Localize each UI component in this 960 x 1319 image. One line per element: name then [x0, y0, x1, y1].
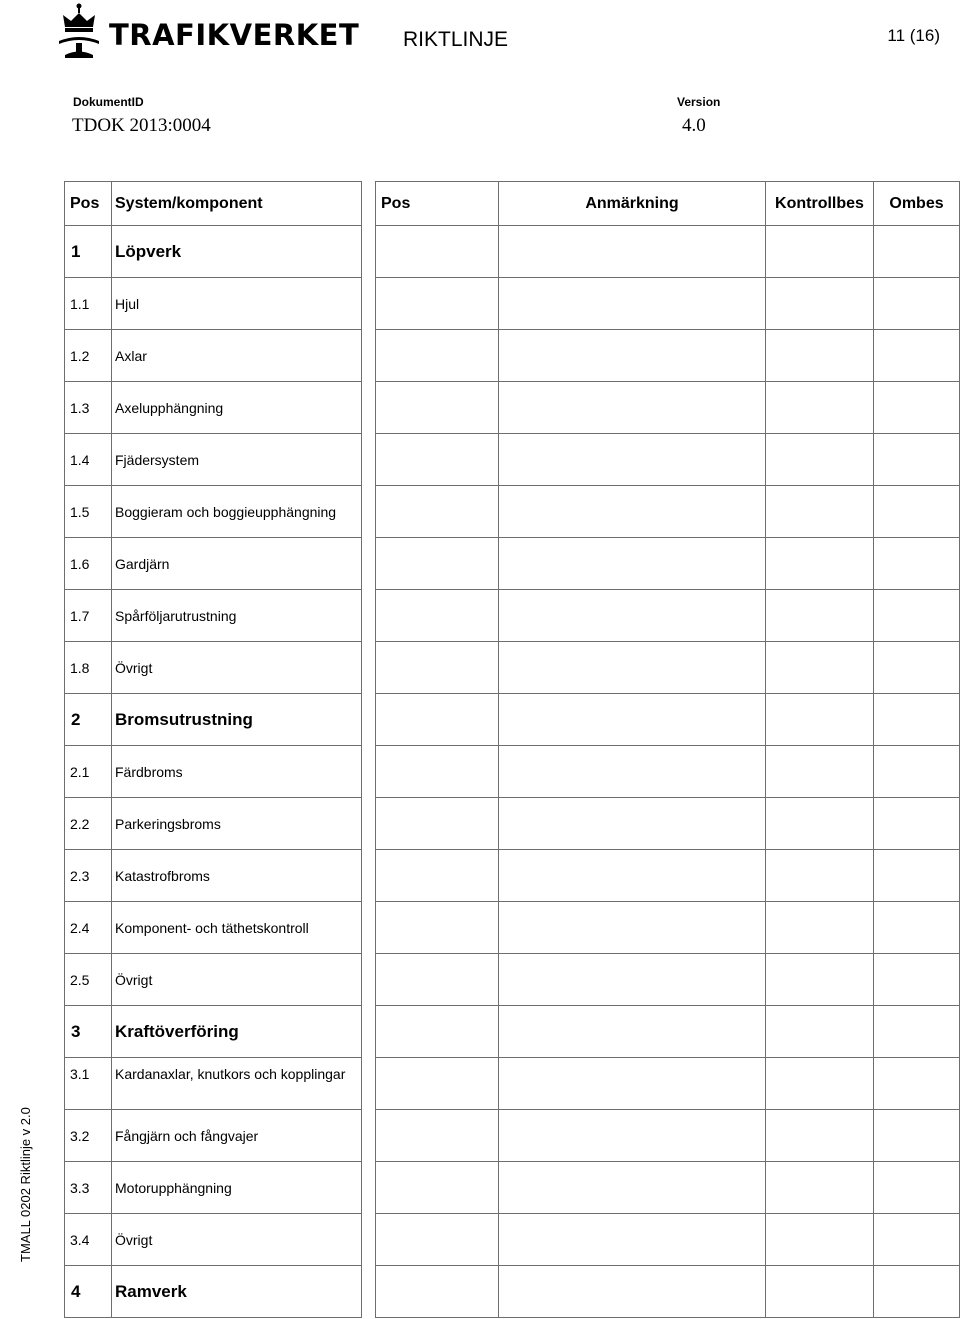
- remark-cell[interactable]: [499, 226, 766, 278]
- ombes-cell[interactable]: [874, 486, 960, 538]
- control-cell[interactable]: [766, 1006, 874, 1058]
- remark-cell[interactable]: [499, 1266, 766, 1318]
- table-row: [376, 902, 960, 954]
- control-cell[interactable]: [766, 1058, 874, 1110]
- table-row: [65, 226, 362, 278]
- control-cell[interactable]: [766, 382, 874, 434]
- header-system-component: System/komponent: [112, 182, 362, 226]
- table-row: [65, 694, 362, 746]
- remark-cell[interactable]: [499, 382, 766, 434]
- template-footer-text: TMALL 0202 Riktlinje v 2.0: [18, 1107, 33, 1262]
- version-value: 4.0: [682, 115, 706, 136]
- ombes-cell[interactable]: [874, 954, 960, 1006]
- table-row: [65, 1266, 362, 1318]
- row-pos: 1.8: [65, 642, 112, 694]
- table-row: [65, 330, 362, 382]
- table-row: [376, 746, 960, 798]
- remark-cell[interactable]: [499, 1162, 766, 1214]
- header-remark: Anmärkning: [499, 182, 766, 226]
- control-cell[interactable]: [766, 538, 874, 590]
- row-pos: 1.3: [65, 382, 112, 434]
- remark-cell[interactable]: [499, 434, 766, 486]
- table-row: [376, 954, 960, 1006]
- ombes-cell[interactable]: [874, 902, 960, 954]
- remark-cell[interactable]: [499, 330, 766, 382]
- row-pos: 3.2: [65, 1110, 112, 1162]
- table-row: [376, 382, 960, 434]
- row-pos: 1.4: [65, 434, 112, 486]
- row-name: Komponent- och täthetskontroll: [112, 902, 362, 954]
- header-pos: Pos: [376, 182, 499, 226]
- row-name: Fångjärn och fångvajer: [112, 1110, 362, 1162]
- ombes-cell[interactable]: [874, 694, 960, 746]
- ombes-cell[interactable]: [874, 434, 960, 486]
- row-pos: 3: [65, 1006, 112, 1058]
- control-cell[interactable]: [766, 1266, 874, 1318]
- table-row: [65, 486, 362, 538]
- row-pos: 2.2: [65, 798, 112, 850]
- pos-cell[interactable]: [376, 226, 499, 278]
- table-row: [65, 590, 362, 642]
- remarks-table: [375, 181, 960, 1318]
- control-cell[interactable]: [766, 954, 874, 1006]
- row-name: Övrigt: [112, 954, 362, 1006]
- row-pos: 2.4: [65, 902, 112, 954]
- table-row: [376, 642, 960, 694]
- remark-cell[interactable]: [499, 538, 766, 590]
- document-type: RIKTLINJE: [403, 28, 509, 51]
- table-row: [65, 1214, 362, 1266]
- ombes-cell[interactable]: [874, 798, 960, 850]
- control-cell[interactable]: [766, 226, 874, 278]
- table-row: [376, 278, 960, 330]
- table-row: [376, 1006, 960, 1058]
- remark-cell[interactable]: [499, 1058, 766, 1110]
- row-name: Spårföljarutrustning: [112, 590, 362, 642]
- ombes-cell[interactable]: [874, 590, 960, 642]
- ombes-cell[interactable]: [874, 330, 960, 382]
- control-cell[interactable]: [766, 278, 874, 330]
- ombes-cell[interactable]: [874, 1266, 960, 1318]
- table-row: [65, 954, 362, 1006]
- ombes-cell[interactable]: [874, 226, 960, 278]
- ombes-cell[interactable]: [874, 1110, 960, 1162]
- table-row: [65, 642, 362, 694]
- row-name: Motorupphängning: [112, 1162, 362, 1214]
- control-cell[interactable]: [766, 434, 874, 486]
- ombes-cell[interactable]: [874, 278, 960, 330]
- pos-cell[interactable]: [376, 434, 499, 486]
- ombes-cell[interactable]: [874, 642, 960, 694]
- table-row: [65, 798, 362, 850]
- table-row: [376, 798, 960, 850]
- pos-cell[interactable]: [376, 642, 499, 694]
- pos-cell[interactable]: [376, 1214, 499, 1266]
- control-cell[interactable]: [766, 590, 874, 642]
- doc-id-label: DokumentID: [73, 95, 144, 109]
- pos-cell[interactable]: [376, 486, 499, 538]
- table-row: [65, 1006, 362, 1058]
- remark-cell[interactable]: [499, 486, 766, 538]
- row-pos: 2.5: [65, 954, 112, 1006]
- pos-cell[interactable]: [376, 694, 499, 746]
- remark-cell[interactable]: [499, 902, 766, 954]
- remark-cell[interactable]: [499, 694, 766, 746]
- version-label: Version: [677, 95, 721, 109]
- row-name: Parkeringsbroms: [112, 798, 362, 850]
- row-name: Boggieram och boggieupphängning: [112, 486, 362, 538]
- row-name: Övrigt: [112, 1214, 362, 1266]
- row-pos: 2: [65, 694, 112, 746]
- trafikverket-logo: [57, 2, 359, 60]
- control-cell[interactable]: [766, 746, 874, 798]
- ombes-cell[interactable]: [874, 538, 960, 590]
- row-name: Axelupphängning: [112, 382, 362, 434]
- table-row: [376, 850, 960, 902]
- row-name: Ramverk: [112, 1266, 362, 1318]
- control-cell[interactable]: [766, 642, 874, 694]
- table-row: [65, 382, 362, 434]
- pos-cell[interactable]: [376, 902, 499, 954]
- table-header-row: [65, 182, 362, 226]
- remark-cell[interactable]: [499, 850, 766, 902]
- remark-cell[interactable]: [499, 1110, 766, 1162]
- row-pos: 1.7: [65, 590, 112, 642]
- row-pos: 3.1: [65, 1058, 112, 1110]
- header-ombes: Ombes: [874, 182, 960, 226]
- table-row: [65, 850, 362, 902]
- remark-cell[interactable]: [499, 746, 766, 798]
- control-cell[interactable]: [766, 902, 874, 954]
- remark-cell[interactable]: [499, 1006, 766, 1058]
- pos-cell[interactable]: [376, 538, 499, 590]
- row-name: Axlar: [112, 330, 362, 382]
- table-row: [65, 434, 362, 486]
- table-row: [376, 538, 960, 590]
- table-row: [65, 538, 362, 590]
- row-name: Kraftöverföring: [112, 1006, 362, 1058]
- control-cell[interactable]: [766, 330, 874, 382]
- control-cell[interactable]: [766, 1162, 874, 1214]
- doc-id-value: TDOK 2013:0004: [72, 115, 211, 136]
- crown-emblem-icon: [57, 3, 101, 59]
- table-row: [376, 226, 960, 278]
- control-cell[interactable]: [766, 798, 874, 850]
- row-pos: 1.2: [65, 330, 112, 382]
- pos-cell[interactable]: [376, 330, 499, 382]
- row-pos: 1.6: [65, 538, 112, 590]
- table-row: [376, 1214, 960, 1266]
- ombes-cell[interactable]: [874, 1058, 960, 1110]
- control-cell[interactable]: [766, 694, 874, 746]
- system-component-table: [64, 181, 362, 1318]
- table-row: [376, 434, 960, 486]
- pos-cell[interactable]: [376, 278, 499, 330]
- table-row: [376, 330, 960, 382]
- control-cell[interactable]: [766, 1214, 874, 1266]
- row-pos: 2.3: [65, 850, 112, 902]
- row-pos: 4: [65, 1266, 112, 1318]
- row-pos: 3.4: [65, 1214, 112, 1266]
- row-name: Bromsutrustning: [112, 694, 362, 746]
- row-pos: 1.5: [65, 486, 112, 538]
- ombes-cell[interactable]: [874, 1162, 960, 1214]
- ombes-cell[interactable]: [874, 850, 960, 902]
- remark-cell[interactable]: [499, 954, 766, 1006]
- pos-cell[interactable]: [376, 382, 499, 434]
- table-row: [376, 694, 960, 746]
- pos-cell[interactable]: [376, 590, 499, 642]
- remark-cell[interactable]: [499, 590, 766, 642]
- remark-cell[interactable]: [499, 642, 766, 694]
- pos-cell[interactable]: [376, 1162, 499, 1214]
- row-name: Gardjärn: [112, 538, 362, 590]
- table-row: [65, 902, 362, 954]
- row-name: Kardanaxlar, knutkors och kopplingar: [112, 1058, 362, 1110]
- header-pos: Pos: [65, 182, 112, 226]
- row-pos: 1.1: [65, 278, 112, 330]
- table-row: [65, 1162, 362, 1214]
- table-row: [65, 746, 362, 798]
- row-name: Fjädersystem: [112, 434, 362, 486]
- table-row: [376, 486, 960, 538]
- table-row: [376, 1162, 960, 1214]
- remark-cell[interactable]: [499, 1214, 766, 1266]
- ombes-cell[interactable]: [874, 382, 960, 434]
- ombes-cell[interactable]: [874, 1006, 960, 1058]
- row-pos: 3.3: [65, 1162, 112, 1214]
- org-name: TRAFIKVERKET: [109, 17, 360, 52]
- page-number: 11 (16): [887, 26, 940, 45]
- ombes-cell[interactable]: [874, 746, 960, 798]
- row-pos: 1: [65, 226, 112, 278]
- row-name: Löpverk: [112, 226, 362, 278]
- table-row: [376, 590, 960, 642]
- table-row: [65, 278, 362, 330]
- control-cell[interactable]: [766, 850, 874, 902]
- pos-cell[interactable]: [376, 746, 499, 798]
- table-header-row: [376, 182, 960, 226]
- pos-cell[interactable]: [376, 1006, 499, 1058]
- control-cell[interactable]: [766, 486, 874, 538]
- ombes-cell[interactable]: [874, 1214, 960, 1266]
- table-row: [65, 1058, 362, 1110]
- table-row: [376, 1266, 960, 1318]
- header-control: Kontrollbes: [766, 182, 874, 226]
- row-pos: 2.1: [65, 746, 112, 798]
- pos-cell[interactable]: [376, 798, 499, 850]
- row-name: Katastrofbroms: [112, 850, 362, 902]
- row-name: Hjul: [112, 278, 362, 330]
- table-row: [376, 1058, 960, 1110]
- control-cell[interactable]: [766, 1110, 874, 1162]
- row-name: Övrigt: [112, 642, 362, 694]
- remark-cell[interactable]: [499, 278, 766, 330]
- table-row: [65, 1110, 362, 1162]
- pos-cell[interactable]: [376, 1110, 499, 1162]
- pos-cell[interactable]: [376, 1058, 499, 1110]
- row-name: Färdbroms: [112, 746, 362, 798]
- pos-cell[interactable]: [376, 850, 499, 902]
- pos-cell[interactable]: [376, 1266, 499, 1318]
- pos-cell[interactable]: [376, 954, 499, 1006]
- table-row: [376, 1110, 960, 1162]
- remark-cell[interactable]: [499, 798, 766, 850]
